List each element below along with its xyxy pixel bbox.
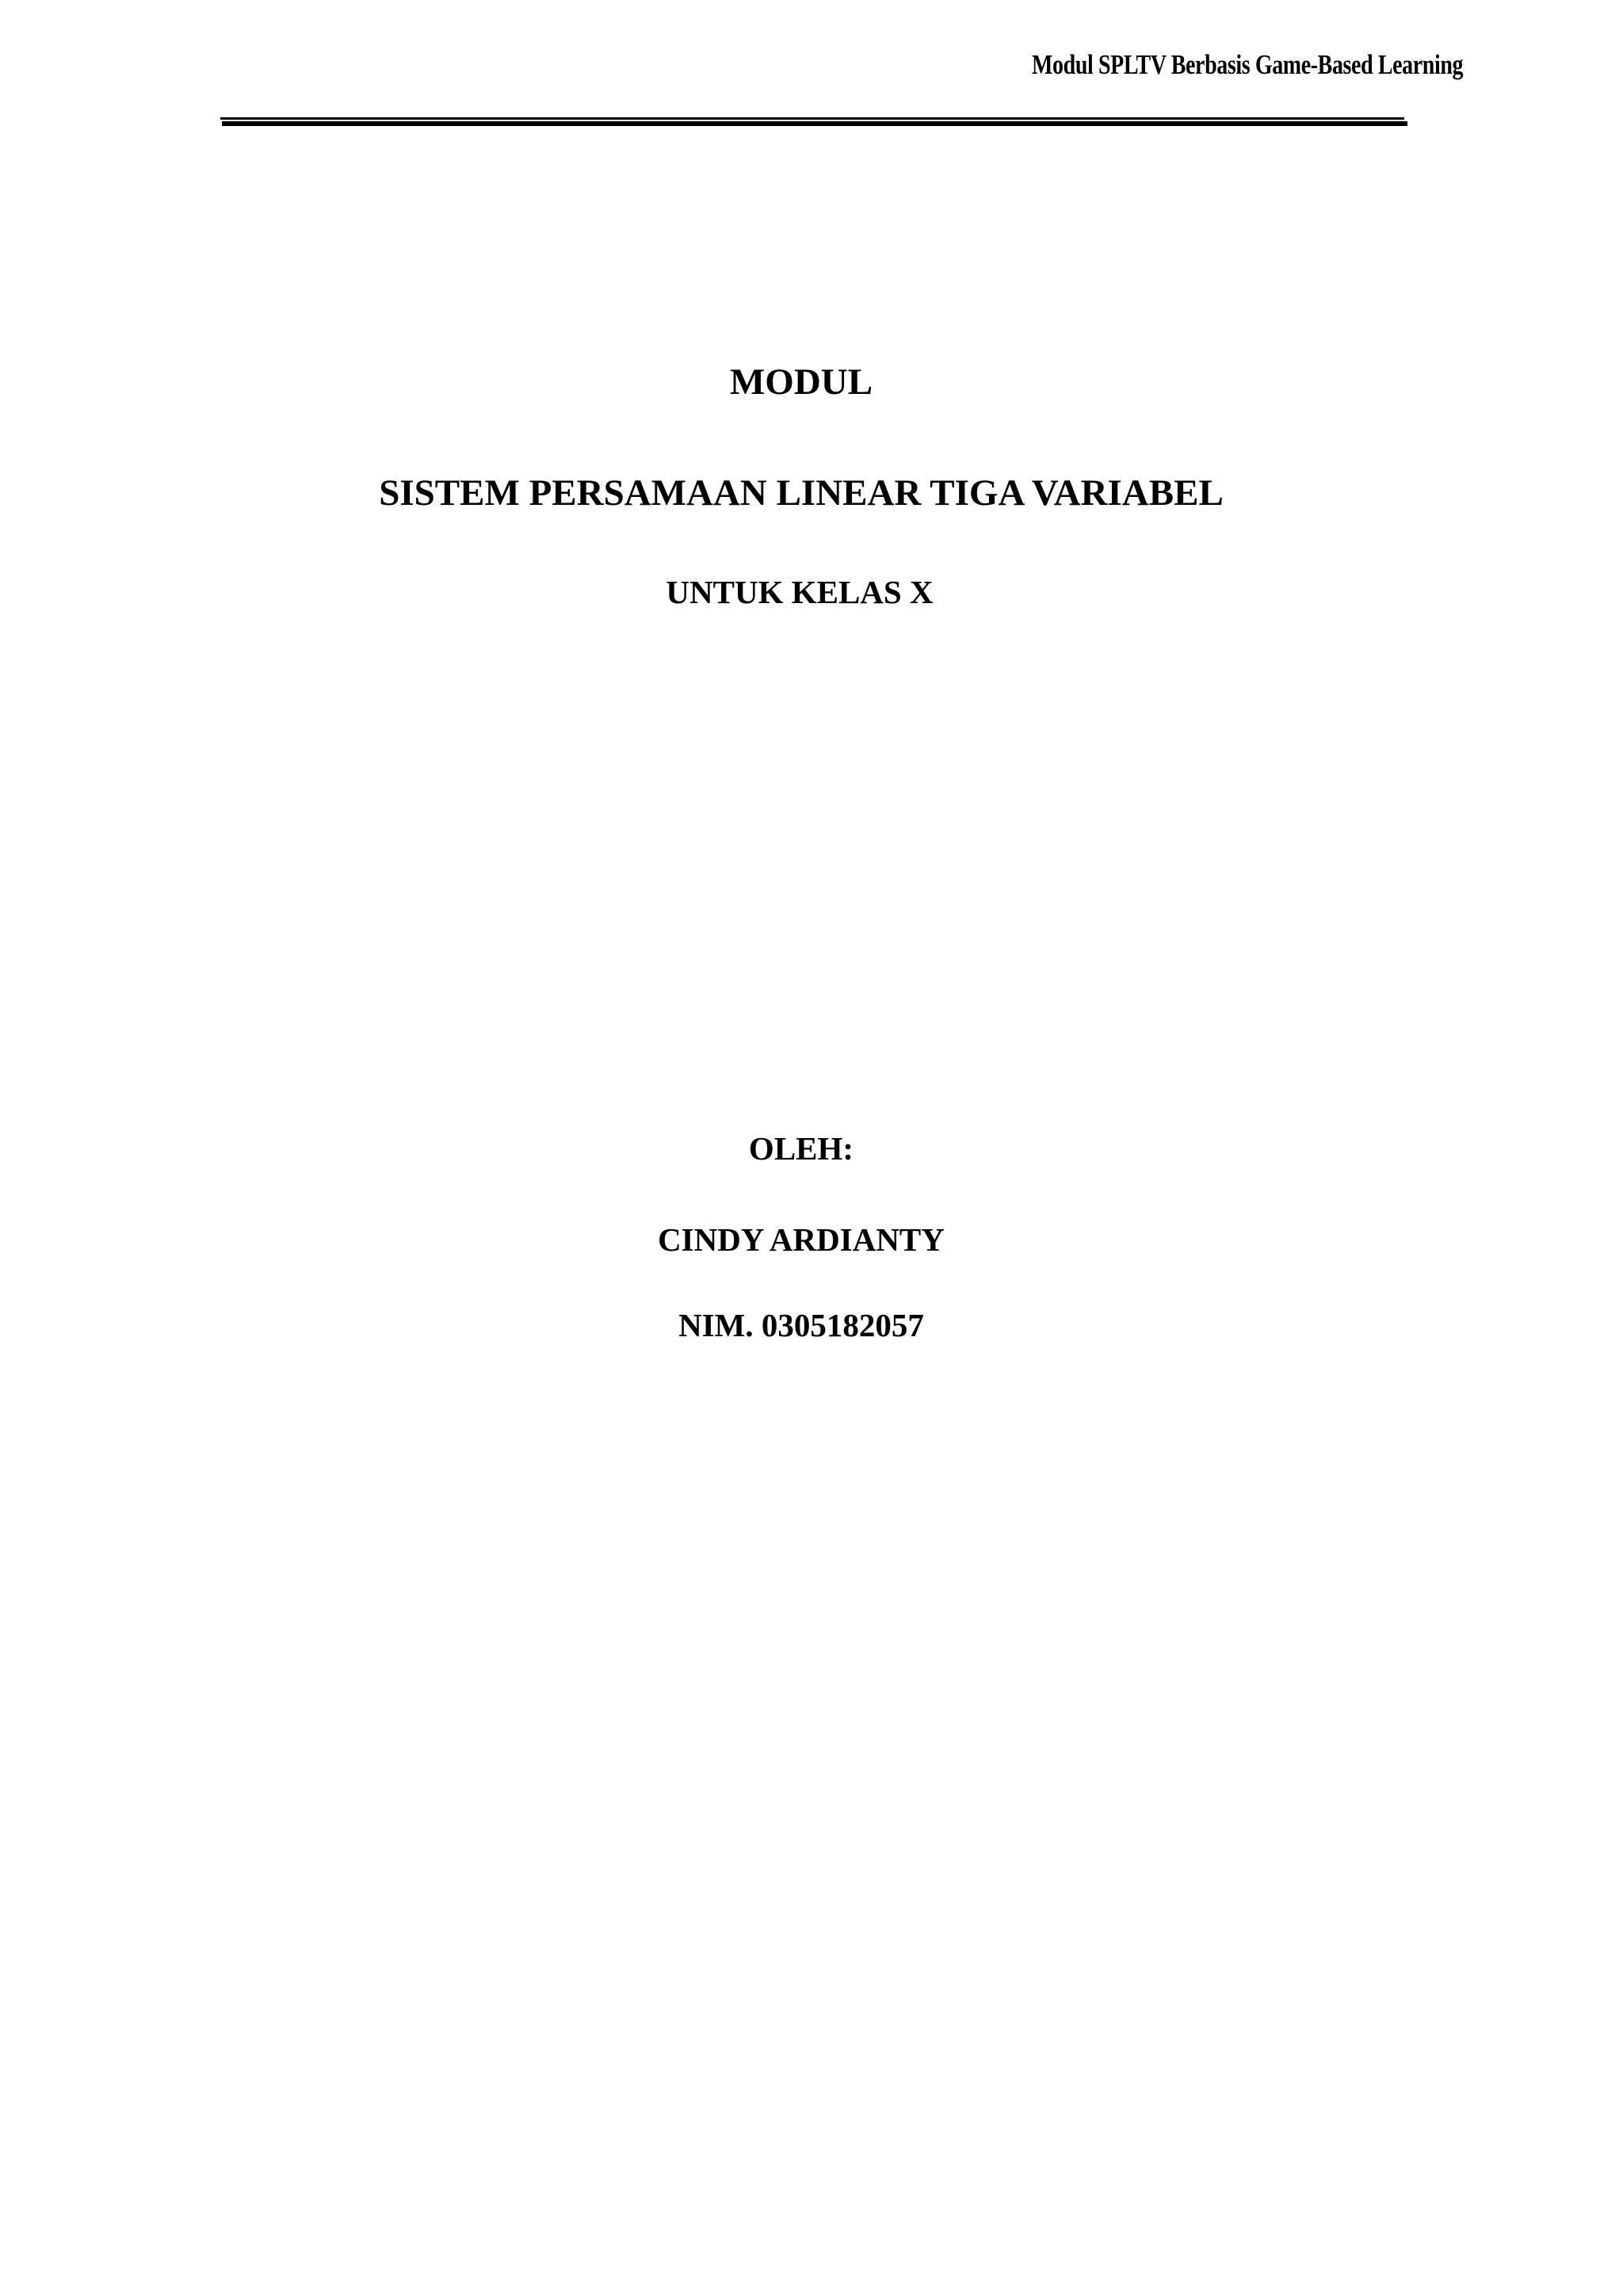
header-rule-thin <box>220 117 1404 120</box>
header-rule-thick <box>222 121 1407 126</box>
page-header <box>0 0 1623 127</box>
author-student-id: NIM. 0305182057 <box>678 1307 924 1343</box>
cover-title-line-2: SISTEM PERSAMAAN LINEAR TIGA VARIABEL <box>379 472 1224 514</box>
cover-title-line-3: UNTUK KELAS X <box>666 574 934 610</box>
cover-title-line-1: MODUL <box>729 361 873 403</box>
author-label: OLEH: <box>748 1130 854 1167</box>
running-head-text: Modul SPLTV Berbasis Game-Based Learning <box>1031 49 1463 80</box>
author-name: CINDY ARDIANTY <box>658 1221 945 1258</box>
